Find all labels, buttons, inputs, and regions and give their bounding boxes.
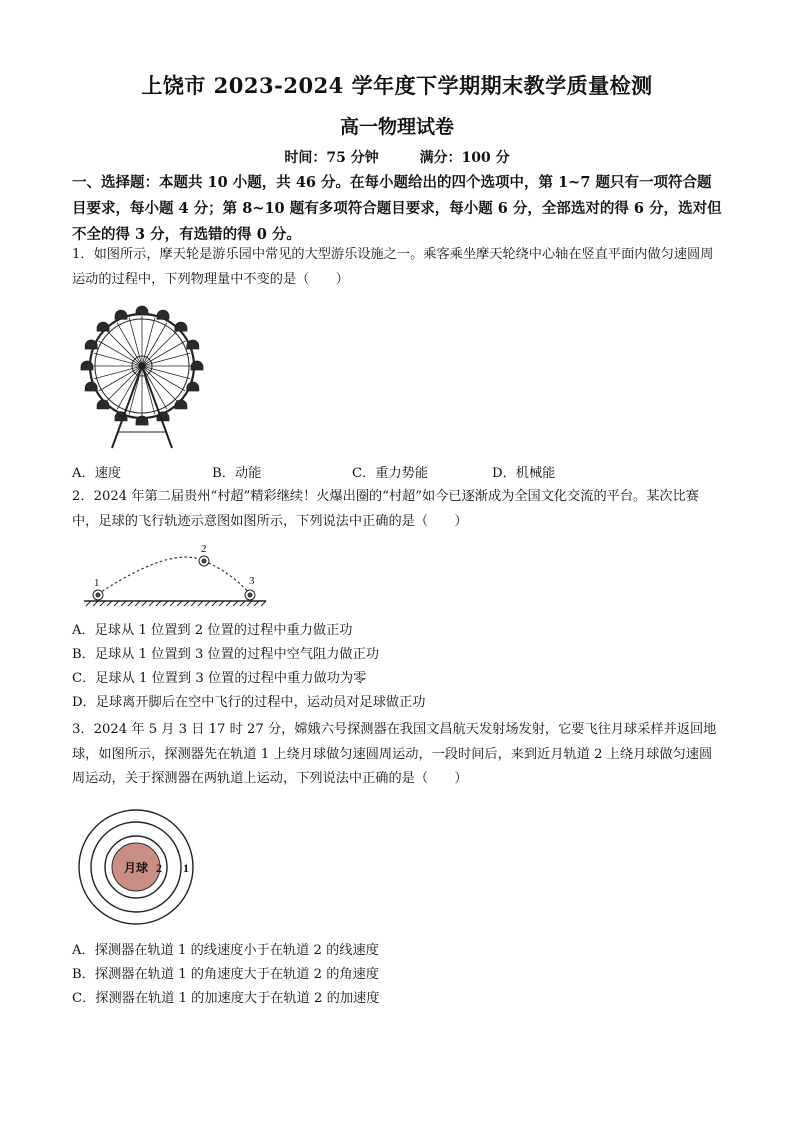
exam-time-score xyxy=(0,147,794,167)
wheel-cabin xyxy=(136,306,148,315)
ferris-wheel-figure xyxy=(72,296,212,454)
wheel-cabin xyxy=(85,340,97,349)
question-1-option-a[interactable]: A．速度 xyxy=(72,466,122,481)
ball-position-2 xyxy=(199,556,209,566)
question-1-option-c[interactable]: C．重力势能 xyxy=(352,466,429,481)
wheel-cabin xyxy=(175,322,187,331)
wheel-cabin xyxy=(97,400,109,409)
wheel-cabin xyxy=(157,310,169,319)
support-leg-right xyxy=(142,366,172,448)
question-3-stem: 3．2024 年 5 月 3 日 17 时 27 分，嫦娥六号探测器在我国文昌航天发射场发射，它要飞往月球采样并返回地球，如图所示，探测器先在轨道 1 上绕月球做匀速圆周运动，一段时间后，来到近月轨道 2 上绕月球做匀速圆周运动，关于探测器在两轨道上运动，下列说法中正确的是（ ） xyxy=(72,722,717,786)
support-leg-left xyxy=(112,366,142,448)
moon-label: 月球 xyxy=(123,861,149,875)
question-3-option-b[interactable]: B．探测器在轨道 1 的角速度大于在轨道 2 的角速度 xyxy=(72,967,379,982)
exam-subtitle: 高一物理试卷 xyxy=(339,116,454,138)
trajectory-label-1: 1 xyxy=(94,577,100,589)
trajectory-curve xyxy=(98,557,250,594)
wheel-cabin xyxy=(187,340,199,349)
section-heading: 一、选择题：本题共 10 小题，共 46 分。在每小题给出的四个选项中，第 1~7 题只有一项符合题目要求，每小题 4 分；第 8~10 题有多项符合题目要求，每小题 6 分，全部选对的得 6 分，选对但不全的得 3 分，有选错的得 0 分。 xyxy=(72,174,722,243)
wheel-cabin xyxy=(85,382,97,391)
lunar-orbit-figure xyxy=(76,806,196,928)
football-trajectory-figure xyxy=(82,540,272,608)
question-2-option-c[interactable]: C．足球从 1 位置到 3 位置的过程中重力做功为零 xyxy=(72,671,367,686)
wheel-cabin xyxy=(97,322,109,331)
question-2-option-d[interactable]: D．足球离开脚后在空中飞行的过程中，运动员对足球做正功 xyxy=(72,695,426,710)
exam-score: 满分：100 分 xyxy=(419,150,510,166)
exam-time: 时间：75 分钟 xyxy=(284,150,379,166)
wheel-cabin xyxy=(136,416,148,425)
wheel-cabin xyxy=(187,382,199,391)
question-2-stem: 2．2024 年第二届贵州“村超”精彩继续！火爆出圈的“村超”如今已逐渐成为全国文化交流的平台。某次比赛中，足球的飞行轨迹示意图如图所示，下列说法中正确的是（ ） xyxy=(72,489,699,529)
orbit-2-label: 2 xyxy=(156,861,162,875)
wheel-cabin xyxy=(175,400,187,409)
question-2-option-a[interactable]: A．足球从 1 位置到 2 位置的过程中重力做正功 xyxy=(72,623,353,638)
wheel-cabin xyxy=(115,310,127,319)
question-1-stem: 1．如图所示，摩天轮是游乐园中常见的大型游乐设施之一。乘客乘坐摩天轮绕中心轴在竖直平面内做匀速圆周运动的过程中，下列物理量中不变的是（ ） xyxy=(72,247,714,287)
question-3-option-a[interactable]: A．探测器在轨道 1 的线速度小于在轨道 2 的线速度 xyxy=(72,943,379,958)
trajectory-label-2: 2 xyxy=(201,543,207,555)
question-1-options xyxy=(72,462,632,481)
question-3-option-c[interactable]: C．探测器在轨道 1 的加速度大于在轨道 2 的加速度 xyxy=(72,991,380,1006)
question-2-option-b[interactable]: B．足球从 1 位置到 3 位置的过程中空气阻力做正功 xyxy=(72,647,379,662)
trajectory-label-3: 3 xyxy=(249,575,255,587)
question-1-option-b[interactable]: B．动能 xyxy=(212,466,262,481)
exam-title: 上饶市 2023-2024 学年度下学期期末教学质量检测 xyxy=(141,73,653,98)
ball-position-3 xyxy=(245,590,255,600)
wheel-cabin xyxy=(81,361,93,370)
wheel-cabin xyxy=(191,361,203,370)
question-1-option-d[interactable]: D．机械能 xyxy=(492,466,556,481)
orbit-1-label: 1 xyxy=(183,861,189,875)
ball-position-1 xyxy=(93,590,103,600)
